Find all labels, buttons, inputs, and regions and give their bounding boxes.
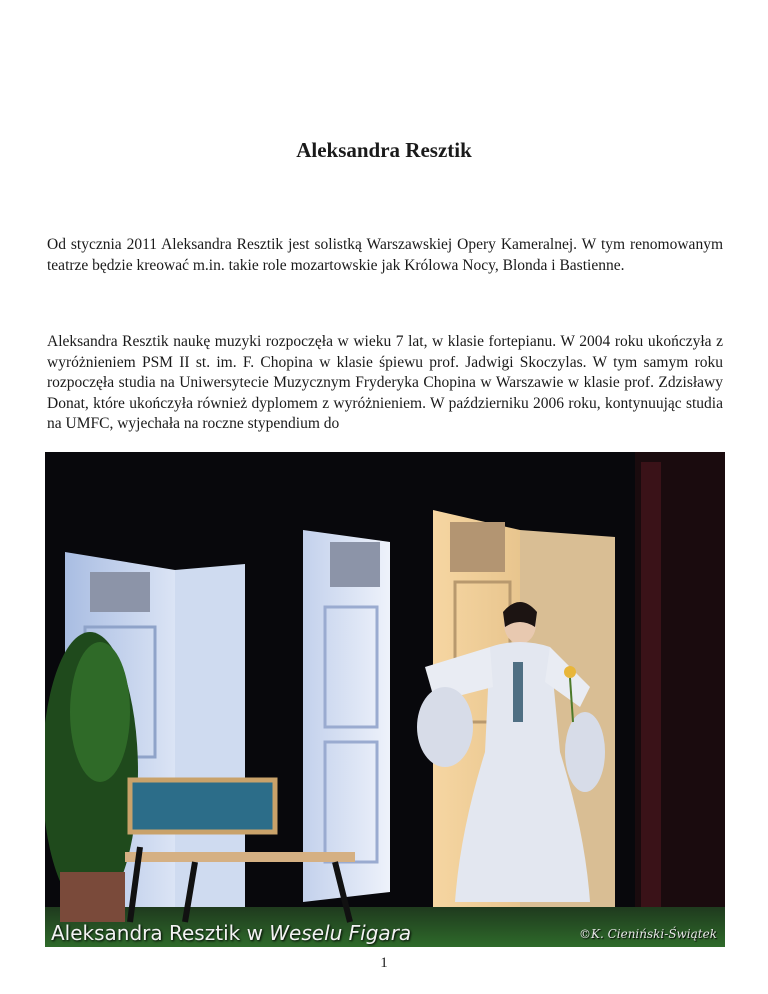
- caption-prefix: Aleksandra Resztik w: [51, 921, 270, 945]
- photo-credit: ©K. Cieniński-Świątek: [578, 927, 717, 941]
- page-title: Aleksandra Resztik: [296, 138, 472, 162]
- stage-photo: [45, 452, 725, 947]
- caption-opera-title: Weselu Figara: [269, 921, 412, 945]
- paragraph-2: Aleksandra Resztik naukę muzyki rozpoczęła w wieku 7 lat, w klasie fortepianu. W 2004 roku ukończyła z wyróżnieniem PSM II st. im. F. Chopina w klasie śpiewu prof. Jadwigi Skoczylas. W tym samym roku rozpoczęła studia na Uniwersytecie Muzycznym Fryderyka Chopina w Warszawie w klasie prof. Zdzisławy Donat, które ukończyła również dyplomem z wyróżnieniem. W październiku 2006 roku, kontynuując studia na UMFC, wyjechała na roczne stypendium do: [47, 333, 723, 432]
- stage-scene-illustration: [45, 452, 725, 947]
- paragraph-1: Od stycznia 2011 Aleksandra Resztik jest solistką Warszawskiej Opery Kameralnej. W tym renomowanym teatrze będzie kreować m.in. takie role mozartowskie jak Królowa Nocy, Blonda i Bastienne.: [47, 236, 723, 274]
- photo-caption: [51, 921, 411, 945]
- page-number: 1: [380, 955, 388, 971]
